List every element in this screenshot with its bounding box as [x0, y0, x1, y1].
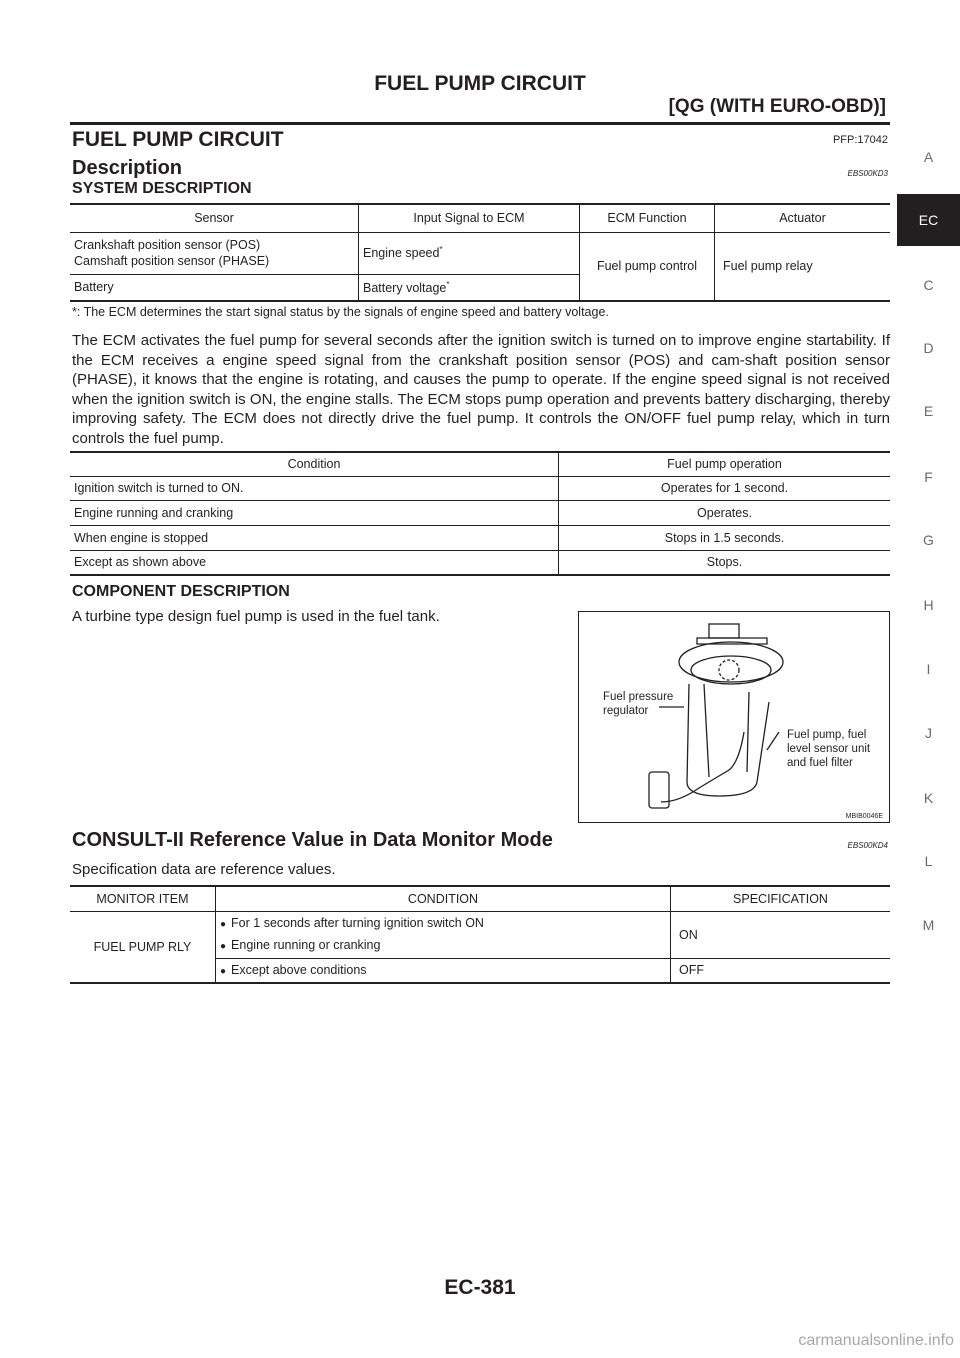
monitor-item-cell: FUEL PUMP RLY	[70, 911, 216, 983]
nav-item-ec[interactable]: EC	[897, 194, 960, 246]
operation-cell: Stops.	[559, 550, 891, 575]
condition-cell: Engine running and cranking	[74, 505, 234, 520]
header-condition: CONDITION	[216, 886, 671, 911]
nav-item-j[interactable]: J	[925, 725, 932, 741]
header-input: Input Signal to ECM	[359, 204, 580, 232]
condition-text: Engine running or cranking	[231, 937, 381, 952]
header-rule	[70, 122, 890, 125]
sensor-crankshaft: Crankshaft position sensor (POS)	[74, 238, 261, 252]
page-header-subtitle: [QG (WITH EURO-OBD)]	[668, 96, 886, 117]
leader-line-2	[767, 732, 779, 750]
bullet-icon: ●	[220, 918, 227, 930]
nav-item-a[interactable]: A	[923, 149, 934, 165]
consult-text: Specification data are reference values.	[72, 861, 336, 878]
header-ecm-function: ECM Function	[580, 204, 715, 232]
sensor-battery: Battery	[74, 280, 114, 295]
section-code: PFP:17042	[832, 134, 888, 146]
pump-line2	[747, 692, 749, 772]
asterisk: *	[446, 279, 450, 289]
condition-text: Except above conditions	[231, 963, 367, 978]
figure-label-line: regulator	[603, 705, 649, 717]
regulator-circle	[719, 660, 739, 680]
header-actuator: Actuator	[715, 204, 891, 232]
fuel-pump-figure	[578, 611, 890, 823]
specification-cell: ON	[671, 911, 891, 958]
condition-cell: Ignition switch is turned to ON.	[74, 481, 244, 495]
condition-cell	[216, 911, 671, 958]
figure-label-line: Fuel pressure	[603, 691, 674, 703]
system-description-heading: SYSTEM DESCRIPTION	[72, 180, 252, 197]
figure-label-line: Fuel pump, fuel	[787, 729, 867, 741]
input-cell	[359, 274, 580, 301]
input-cell	[359, 232, 580, 274]
system-footnote: *: The ECM determines the start signal status by the signals of engine speed and battery voltage.	[72, 305, 609, 319]
input-battery-voltage: Battery voltage	[363, 280, 447, 295]
pump-body	[687, 684, 769, 796]
system-paragraph: The ECM activates the fuel pump for several seconds after the ignition switch is turned on to improve engine startability. If the ECM receives a engine speed signal from the crankshaft position sensor (POS) and cam-shaft position sensor (PHASE), it knows that the engine is rotating, and causes the pump to operate. If the engine speed signal is not received when the ignition switch is ON, the engine stalls. The ECM stops pump operation and prevents battery discharging, thereby improving safety. The ECM does not directly drive the fuel pump. It controls the ON/OFF fuel pump relay, which in turn controls the fuel pump.	[72, 332, 890, 447]
condition-cell	[216, 958, 671, 983]
figure-id: MBIB0046E	[845, 813, 883, 820]
system-table-header	[70, 204, 890, 232]
operation-table-header	[70, 452, 890, 476]
nav-item-i[interactable]: I	[926, 661, 931, 677]
component-description-text: A turbine type design fuel pump is used in the fuel tank.	[72, 608, 440, 625]
input-engine-speed: Engine speed	[363, 246, 440, 261]
nav-item-h[interactable]: H	[923, 597, 934, 613]
nav-item-m[interactable]: M	[922, 917, 935, 933]
condition-line	[220, 913, 666, 935]
description-code: EBS00KD3	[847, 169, 888, 178]
header-operation: Fuel pump operation	[559, 452, 891, 476]
nav-item-f[interactable]: F	[924, 469, 933, 485]
description-heading: Description	[72, 157, 183, 179]
nav-item-k[interactable]: K	[923, 790, 934, 806]
table-row	[70, 911, 890, 958]
bullet-icon: ●	[220, 966, 227, 978]
condition-line	[220, 935, 666, 957]
header-sensor: Sensor	[194, 211, 234, 226]
connector-shape	[709, 624, 739, 638]
figure-label-line: and fuel filter	[787, 757, 853, 769]
sensor-camshaft: Camshaft position sensor (PHASE)	[74, 254, 270, 268]
header-specification: SPECIFICATION	[671, 886, 891, 911]
table-row	[70, 550, 890, 575]
operation-table	[70, 451, 890, 576]
ecm-function-cell: Fuel pump control	[580, 232, 715, 301]
nav-item-e[interactable]: E	[923, 403, 934, 419]
nav-item-d[interactable]: D	[923, 340, 934, 356]
system-table	[70, 203, 890, 302]
header-condition: Condition	[287, 457, 341, 472]
component-description-heading: COMPONENT DESCRIPTION	[72, 583, 290, 600]
figure-label-line: level sensor unit	[787, 743, 871, 755]
pump-line1	[704, 684, 709, 777]
figure-label-pump	[787, 728, 870, 770]
consult-code: EBS00KD4	[847, 841, 888, 850]
condition-cell: When engine is stopped	[74, 530, 209, 545]
section-title: FUEL PUMP CIRCUIT	[72, 128, 284, 151]
operation-cell: Stops in 1.5 seconds.	[559, 525, 891, 550]
sensor-cell	[70, 232, 359, 274]
asterisk: *	[439, 245, 443, 255]
flange-inner	[691, 656, 771, 684]
table-row	[70, 525, 890, 550]
condition-cell: Except as shown above	[74, 555, 207, 570]
condition-text: For 1 seconds after turning ignition switch ON	[231, 915, 484, 930]
table-row	[70, 500, 890, 525]
float-arm	[661, 732, 744, 802]
page-header-title: FUEL PUMP CIRCUIT	[374, 72, 586, 95]
page-number: EC-381	[444, 1276, 516, 1299]
consult-table	[70, 885, 890, 984]
bullet-icon: ●	[220, 940, 227, 952]
table-row	[70, 476, 890, 500]
float-shape	[649, 772, 669, 808]
operation-cell: Operates.	[559, 500, 891, 525]
figure-label-regulator	[603, 690, 673, 718]
flange-top	[697, 638, 767, 644]
consult-heading: CONSULT-II Reference Value in Data Monitor Mode	[72, 829, 553, 851]
consult-table-header	[70, 886, 890, 911]
header-monitor-item: MONITOR ITEM	[96, 891, 189, 906]
system-table-row	[70, 232, 890, 274]
operation-cell: Operates for 1 second.	[559, 476, 891, 500]
actuator-cell: Fuel pump relay	[715, 232, 891, 301]
specification-cell: OFF	[671, 958, 891, 983]
nav-item-g[interactable]: G	[923, 532, 934, 548]
nav-item-c[interactable]: C	[923, 277, 934, 293]
nav-item-l[interactable]: L	[924, 853, 933, 869]
watermark: carmanualsonline.info	[798, 1332, 954, 1349]
